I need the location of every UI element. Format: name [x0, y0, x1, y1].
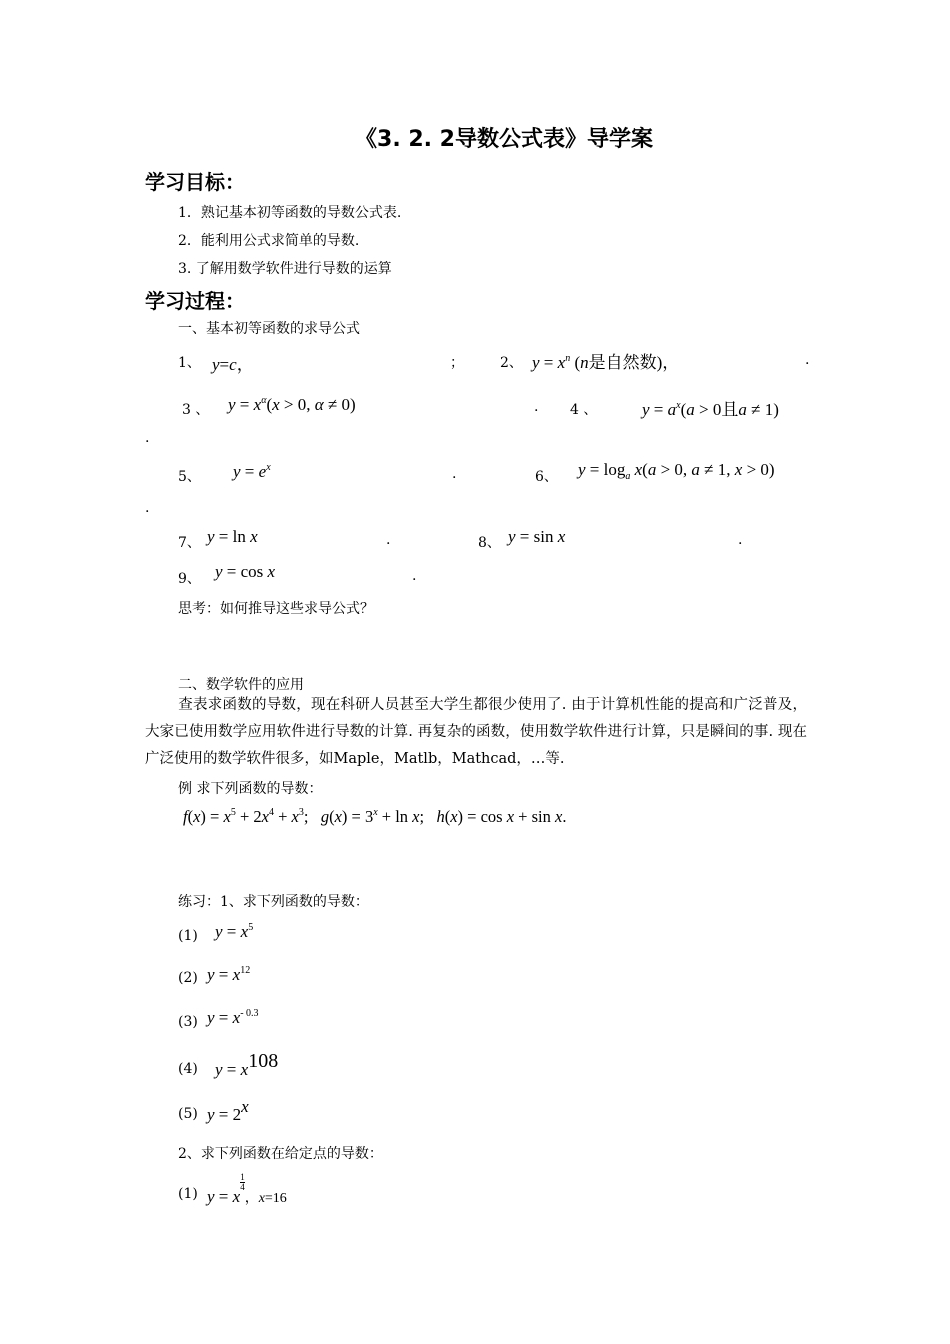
formula-num: 1、	[178, 355, 201, 371]
process-heading: 学习过程：	[145, 289, 245, 313]
exercise-expr: y = x $\frac{1}{4}$ ，x=16	[207, 1172, 287, 1206]
formula-end: .	[386, 532, 391, 548]
exercise-expr: y = x108	[215, 1050, 279, 1079]
exercise-num: (1)	[178, 928, 198, 944]
section2-title: 二、数学软件的应用	[178, 677, 304, 693]
example-expr: $f(x) = x^5 + 2x^4 + x^3$; $g(x) = 3^x + \ln x$; h(x) = cos x + sin x.	[183, 807, 567, 826]
formula-num: 5、	[178, 469, 201, 485]
formula-end: .	[534, 399, 539, 415]
formula-num: 8、	[478, 535, 501, 551]
formula-expr: $y = x^\alpha(x > 0$, α ≠ 0)	[228, 395, 356, 414]
objective-item: 2．能利用公式求简单的导数.	[178, 233, 360, 249]
exercise-num: (3)	[178, 1014, 198, 1030]
think-question: 思考：如何推导这些求导公式？	[178, 601, 374, 617]
exercise2-title: 2、求下列函数在给定点的导数：	[178, 1146, 383, 1162]
exercise-expr: $y = x^5$	[215, 922, 254, 941]
formula-end: .	[738, 532, 743, 548]
formula-expr: $y = \log_a x(a > 0$, a ≠ 1, x > 0)	[578, 460, 775, 482]
exercise-expr: $y = x^{- 0.3}$	[207, 1008, 259, 1027]
formula-num: 7、	[178, 535, 201, 551]
paragraph-text: 查表求函数的导数，现在科研人员甚至大学生都很少使用了. 由于计算机性能的提高和广泛普及，大家已使用数学应用软件进行导数的计算. 再复杂的函数，使用数学软件进行计算，只是瞬间的事. 现在广泛使用的数学软件很多，如Maple，Matlb，Mathcad，…等.	[145, 697, 807, 767]
exercise-num: (1)	[178, 1186, 198, 1202]
section1-title: 一、基本初等函数的求导公式	[178, 321, 360, 337]
exercise1-title: 练习：1、求下列函数的导数：	[178, 894, 369, 910]
objectives-heading: 学习目标：	[145, 170, 245, 194]
formula-end: ；	[450, 355, 464, 371]
exercise-num: (2)	[178, 970, 198, 986]
formula-expr: $y = x^n$ (n是自然数)，	[532, 353, 680, 372]
formula-expr: y = ln x	[207, 527, 258, 546]
formula-num: 4 、	[570, 402, 598, 418]
example-label: 例 求下列函数的导数：	[178, 781, 323, 797]
formula-end: .	[145, 500, 150, 516]
formula-expr: y = sin x	[508, 527, 566, 546]
formula-end: .	[452, 466, 457, 482]
exercise-num: (4)	[178, 1061, 198, 1077]
formula-num: 6、	[535, 469, 558, 485]
formula-expr: $y = a^x(a > 0$且a ≠ 1)	[642, 400, 779, 419]
page-title: 《3. 2. 2导数公式表》导学案	[355, 127, 653, 152]
formula-expr: $y = e^x$	[233, 462, 271, 481]
formula-end: .	[805, 352, 810, 368]
formula-end: .	[412, 568, 417, 584]
formula-expr: y=c，	[212, 355, 254, 374]
objective-item: 3. 了解用数学软件进行导数的运算	[178, 261, 392, 277]
formula-num: 9、	[178, 571, 201, 587]
software-paragraph	[145, 692, 807, 773]
exercise-expr: y = 2x	[207, 1097, 249, 1124]
formula-expr: y = cos x	[215, 562, 276, 581]
exercise-expr: $y = x^{12}$	[207, 965, 251, 984]
exercise-num: (5)	[178, 1106, 198, 1122]
formula-num: 3 、	[182, 402, 210, 418]
objective-item: 1．熟记基本初等函数的导数公式表.	[178, 205, 402, 221]
formula-end: .	[145, 430, 150, 446]
formula-num: 2、	[500, 355, 523, 371]
